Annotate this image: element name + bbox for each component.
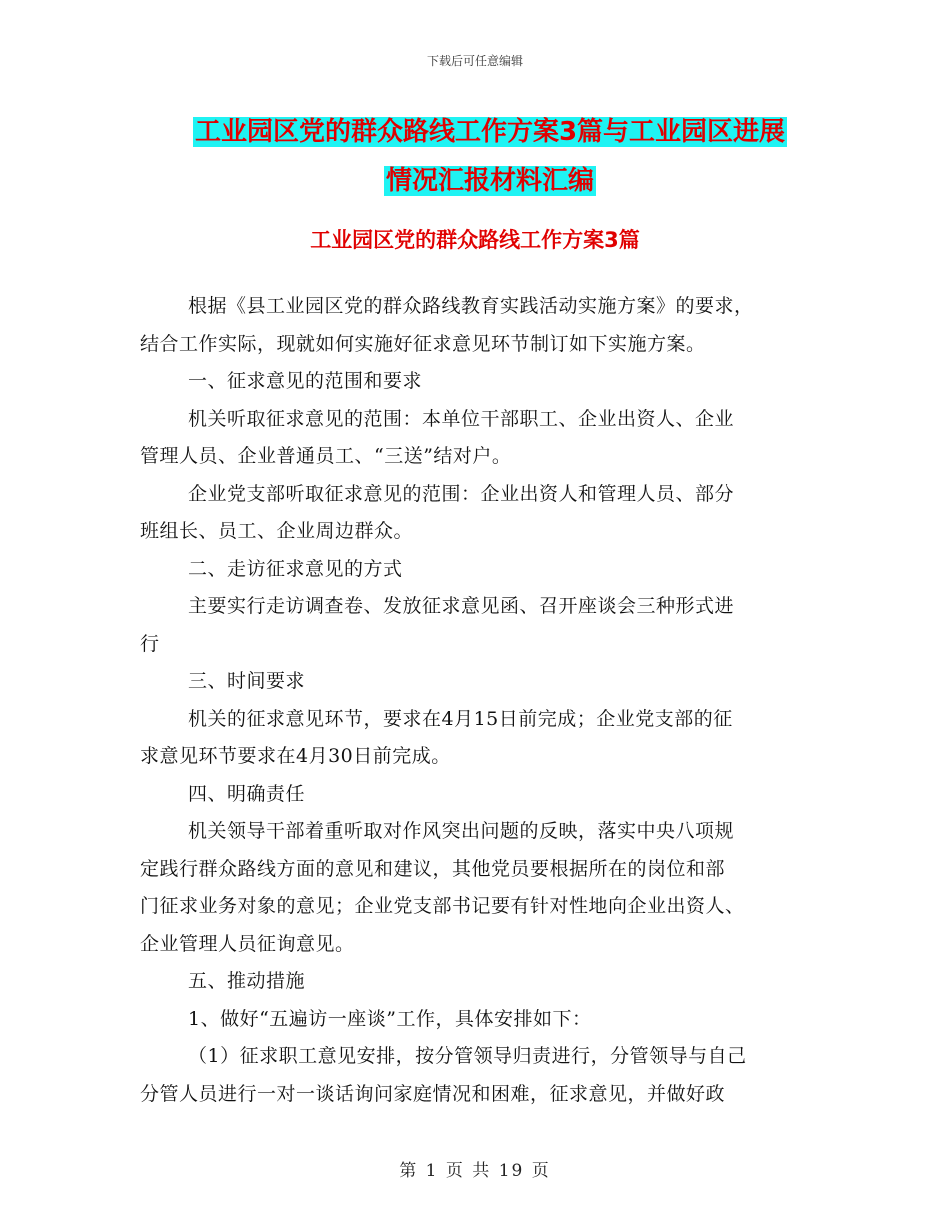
document-title-line-2: 情况汇报材料汇编 xyxy=(385,166,594,196)
paragraph-line: 分管人员进行一对一谈话询问家庭情况和困难，征求意见，并做好政 xyxy=(140,1082,726,1105)
paragraph-line: 管理人员、企业普通员工、“三送”结对户。 xyxy=(140,445,512,467)
paragraph-line: 求意见环节要求在4月30日前完成。 xyxy=(140,745,451,767)
paragraph-line: 机关听取征求意见的范围：本单位干部职工、企业出资人、企业 xyxy=(188,407,735,430)
paragraph-line: 门征求业务对象的意见；企业党支部书记要有针对性地向企业出资人、 xyxy=(140,895,745,917)
paragraph-line: 班组长、员工、企业周边群众。 xyxy=(140,520,414,542)
paragraph-line: 企业管理人员征询意见。 xyxy=(140,932,355,955)
paragraph-line: 五、推动措施 xyxy=(188,970,306,992)
page-number: 第 1 页 共 19 页 xyxy=(399,1161,551,1181)
paragraph-line: 机关领导干部着重听取对作风突出问题的反映，落实中央八项规 xyxy=(188,820,735,842)
paragraph-line: 根据《县工业园区党的群众路线教育实践活动实施方案》的要求， xyxy=(188,295,754,317)
header-note: 下载后可任意编辑 xyxy=(426,54,523,68)
paragraph-line: 二、走访征求意见的方式 xyxy=(188,557,403,580)
paragraph-line: 行 xyxy=(140,632,160,655)
document-title xyxy=(150,108,830,206)
paragraph-line: 三、时间要求 xyxy=(188,670,306,692)
paragraph-line: 一、征求意见的范围和要求 xyxy=(188,370,423,392)
document-body xyxy=(140,288,805,1113)
paragraph-line: （1）征求职工意见安排，按分管领导归责进行，分管领导与自己 xyxy=(188,1045,747,1067)
document-title-line-1: 工业园区党的群众路线工作方案3篇与工业园区进展 xyxy=(194,117,786,147)
paragraph-line: 1、做好“五遍访一座谈”工作，具体安排如下： xyxy=(188,1007,592,1030)
paragraph-line: 定践行群众路线方面的意见和建议，其他党员要根据所在的岗位和部 xyxy=(140,857,726,880)
paragraph-line: 四、明确责任 xyxy=(188,782,306,805)
paragraph-line: 主要实行走访调查卷、发放征求意见函、召开座谈会三种形式进 xyxy=(188,595,735,617)
paragraph-line: 结合工作实际，现就如何实施好征求意见环节制订如下实施方案。 xyxy=(140,332,706,355)
paragraph-line: 机关的征求意见环节，要求在4月15日前完成；企业党支部的征 xyxy=(188,707,733,730)
section-title: 工业园区党的群众路线工作方案3篇 xyxy=(310,228,640,252)
paragraph-line: 企业党支部听取征求意见的范围：企业出资人和管理人员、部分 xyxy=(188,482,735,505)
